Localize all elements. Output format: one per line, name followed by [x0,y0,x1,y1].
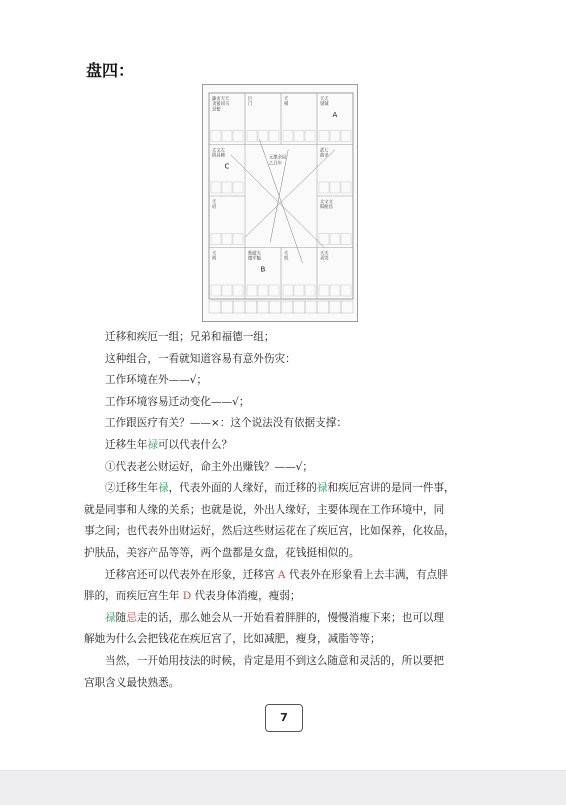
palace-sub-box [319,131,329,142]
paragraph-line [84,327,484,349]
palace-sub-box [233,182,243,193]
text-run: 工作跟医疗有关？——×：这个说法没有依据支撑： [105,417,347,430]
palace-sub-box [330,182,340,193]
text-run: 宫职含义最快熟悉。 [84,676,180,689]
text-run: 就是同事和人缘的关系；也就是说，外出人缘好，主要体现在工作环境中，同 [84,503,445,516]
paragraph-line [84,478,484,500]
palace-star-text: 廉贞天天 [212,97,230,102]
palace-name-strip-cell [293,301,305,313]
paragraph-line [84,413,484,435]
palace-sub-box [330,285,340,296]
palace-mark: C [224,162,230,171]
palace-name-strip-cell [329,301,341,313]
text-run: 可以代表什么？ [157,438,233,451]
palace-name-strip-cell [257,301,269,313]
palace-sub-box [222,182,232,193]
palace-sub-box [294,131,304,142]
paragraph-line [84,349,484,371]
palace-mark: A [332,111,338,119]
text-run: 和疾厄宫讲的是同一件事， [327,482,455,495]
palace-star-text: 刑 [212,256,217,262]
palace-sub-box [294,285,304,296]
text-run: 这种组合，一看就知道容易有意外伤灾： [105,352,296,365]
palace-star-text: 贪狼同马 [212,102,230,108]
palace-star-text: 巨 [248,97,253,102]
palace-name-strip-cell [245,301,257,313]
highlight-red: D [182,590,192,603]
text-run: 代表身体消瘦，瘦弱； [191,590,301,603]
palace-sub-box [330,131,340,142]
palace-star-text: 忌使 [212,107,221,113]
text-run: 随 [115,611,127,624]
palace-star-text: 紫破天 [248,251,261,257]
palace-star-text: 喜哭 [320,256,329,262]
palace-star-text: 太文文 [320,200,333,205]
center-info-text: 元墨全局 [269,155,287,161]
paragraph-line [84,521,484,543]
palace-name-strip-cell [209,301,221,313]
text-run: 当然，一开始用技法的时候，肯定是用不到这么随意和灵活的，所以要把 [105,654,444,667]
palace-sub-box [305,131,315,142]
palace-name-strip-cell [341,301,353,313]
relation-arrow [231,155,325,248]
paragraph-line [84,586,484,608]
palace-sub-box [341,182,351,193]
palace-sub-box [319,285,329,296]
palace-star-text: 相 [284,102,289,108]
palace-star-text: 天天 [320,97,329,102]
palace-sub-box [305,285,315,296]
text-run: 迁移宫还可以代表外在形象，迁移宫 [105,568,278,581]
text-run: 事之间；也代表外出财运好，然后这些财运花在了疾厄宫，比如保养，化妆品， [84,525,455,538]
palace-sub-box [283,285,293,296]
paragraph-line [84,370,484,392]
palace-star-text: 微军魁 [248,256,261,262]
text-run: ①代表老公财运好，命主外出赚钱？——√； [105,460,314,473]
text-run: 工作环境容易迁动变化——√； [105,395,250,408]
text-run: 工作环境在外——√； [105,374,208,387]
highlight-green: 禄 [157,482,169,495]
text-run: 解她为什么会把钱花在疾厄宫了，比如减肥，瘦身，减脂等等； [84,633,381,646]
palace-mark: B [260,265,266,274]
palace-star-text: 太文左 [212,148,225,154]
center-info-text: 乙丑年 [269,161,282,167]
palace-name-strip-cell [233,301,245,313]
palace-star-text: 曲杀 [320,153,329,159]
palace-sub-box [319,182,329,193]
palace-sub-box [247,285,257,296]
paragraph-line [84,651,484,673]
palace-sub-box [341,285,351,296]
palace-sub-box [211,182,221,193]
text-run: 胖的，而疾厄宫生年 [84,590,183,603]
text-run: 代表外在形象看上去丰满，有点胖 [285,568,448,581]
paragraph-line [84,543,484,565]
body-text [84,327,484,694]
palace-star-text: 府 [212,205,217,211]
relation-arrow [245,150,335,238]
palace-star-text: 天 [284,251,289,257]
palace-star-text: 天 [284,97,289,102]
palace-sub-box [247,131,257,142]
chart-svg [203,85,359,323]
palace-star-text: 门 [248,102,253,108]
text-run: ，代表外面的人缘好，而迁移的 [168,482,317,495]
highlight-red: A [277,568,286,581]
palace-star-text: 阴昌辅 [212,153,225,159]
palace-name-strip-cell [221,301,233,313]
palace-sub-box [233,234,243,245]
palace-name-strip-cell [317,301,329,313]
palace-sub-box [269,285,279,296]
palace-sub-box [341,131,351,142]
highlight-green: 禄 [105,611,116,624]
palace-star-text: 阳曲昌 [320,205,333,211]
palace-star-text: 梁钺 [320,102,329,108]
palace-sub-box [211,234,221,245]
palace-sub-box [258,285,268,296]
paragraph-line [84,392,484,414]
palace-star-text: 天 [212,200,217,205]
palace-sub-box [211,285,221,296]
viewer-bottom-bar [0,770,566,805]
palace-sub-box [319,234,329,245]
palace-name-strip-cell [305,301,317,313]
palace-sub-box [233,285,243,296]
text-run: 迁移和疾厄一组；兄弟和福德一组； [105,331,275,343]
text-run: 走的话，那么她会从一开始看着胖胖的，慢慢消瘦下来；也可以理 [136,611,444,624]
text-run: ②迁移生年 [105,482,158,495]
palace-sub-box [233,131,243,142]
text-run: 护肤品，美容产品等等，两个盘都是女盘，花钱挺相似的。 [84,546,360,559]
ziwei-chart-figure [202,84,358,322]
palace-sub-box [222,285,232,296]
highlight-green: 禄 [147,438,158,451]
section-heading: 盘四： [86,61,135,80]
paragraph-line [84,673,484,695]
paragraph-line [84,608,484,630]
palace-star-text: 武七 [320,148,329,154]
palace-name-strip-cell [281,301,293,313]
highlight-green: 禄 [316,482,328,495]
palace-sub-box [222,131,232,142]
paragraph-line [84,435,484,457]
paragraph-line [84,629,484,651]
palace-star-text: 天天 [320,251,329,257]
paragraph-line [84,565,484,587]
paragraph-line [84,500,484,522]
palace-sub-box [283,131,293,142]
palace-sub-box [211,131,221,142]
highlight-red: 忌 [126,611,137,624]
page-number: 7 [265,704,303,732]
palace-star-text: 天 [212,251,217,257]
palace-sub-box [222,234,232,245]
text-run: 迁移生年 [105,438,148,451]
palace-sub-box [269,131,279,142]
palace-sub-box [330,234,340,245]
palace-name-strip-cell [269,301,281,313]
palace-star-text: 机 [284,256,289,262]
paragraph-line [84,457,484,479]
palace-sub-box [341,234,351,245]
